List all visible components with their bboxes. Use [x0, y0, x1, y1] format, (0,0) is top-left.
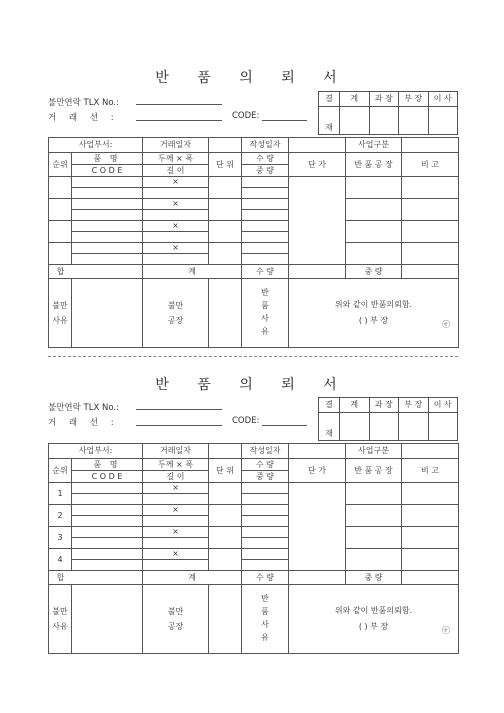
times-mark: × [143, 243, 209, 254]
price-header: 단 가 [289, 459, 346, 483]
approval-table [318, 91, 458, 135]
dept-label: 사업부서: [49, 444, 143, 459]
thickness-header: 두께 × 폭 [143, 153, 209, 165]
approval-header: 계 [340, 92, 370, 107]
unit-cell[interactable] [209, 527, 242, 549]
write-date-value[interactable] [289, 444, 346, 459]
weight-header: 중 량 [242, 165, 289, 177]
request-statement [289, 585, 459, 654]
remarks-header: 비 고 [402, 459, 459, 483]
complaint-reason-label: 불만 사유 [49, 585, 72, 654]
unit-cell[interactable] [209, 221, 242, 243]
complaint-plant-label: 불만 공장 [143, 279, 209, 348]
name-header: 품 명 [72, 153, 143, 165]
weight-cell[interactable] [242, 516, 289, 527]
factory-cell[interactable] [346, 549, 402, 571]
items-table [48, 137, 459, 348]
approval-side: 재 [319, 413, 340, 441]
times-mark: × [143, 177, 209, 188]
seal-icon: ⓔ [442, 626, 451, 635]
name-cell[interactable] [72, 243, 143, 254]
times-mark: × [143, 549, 209, 560]
complaint-plant-label: 불만 공장 [143, 585, 209, 654]
factory-header: 반 품 공 장 [346, 459, 402, 483]
weight-cell[interactable] [242, 232, 289, 243]
customer-label: 거 래 선 : [48, 418, 119, 428]
name-cell[interactable] [72, 505, 143, 516]
length-cell[interactable] [143, 188, 209, 199]
sum-label [49, 265, 143, 279]
unit-cell[interactable] [209, 243, 242, 265]
total-qty-value[interactable] [289, 571, 346, 585]
trade-date-value[interactable] [209, 444, 242, 459]
code-cell[interactable] [72, 188, 143, 199]
approval-header: 과 장 [369, 92, 399, 107]
complaint-reason-label: 불만 사유 [49, 279, 72, 348]
tlx-field[interactable] [136, 104, 222, 105]
approval-header: 결 [319, 92, 340, 107]
factory-cell[interactable] [346, 527, 402, 549]
factory-cell[interactable] [346, 483, 402, 505]
weight-cell[interactable] [242, 494, 289, 505]
sum-label-2: 계 [143, 265, 242, 279]
cut-line [48, 356, 458, 357]
code-cell[interactable] [72, 494, 143, 505]
unit-cell[interactable] [209, 505, 242, 527]
dept-manager-text: ( ) 부 장 [358, 316, 389, 325]
code-header: C O D E [72, 165, 143, 177]
factory-header: 반 품 공 장 [346, 153, 402, 177]
trade-date-label: 거래일자 [143, 138, 209, 153]
approval-header: 결 [319, 398, 340, 413]
unit-cell[interactable] [209, 483, 242, 505]
code-cell[interactable] [72, 516, 143, 527]
approval-table [318, 397, 458, 441]
signature-box[interactable] [369, 413, 399, 441]
write-date-label: 작성일자 [242, 138, 289, 153]
code-field[interactable] [262, 120, 307, 121]
complaint-reason-value[interactable] [72, 585, 143, 654]
remarks-cell[interactable] [402, 221, 459, 243]
qty-cell[interactable] [242, 527, 289, 538]
factory-cell[interactable] [346, 505, 402, 527]
items-table [48, 443, 459, 654]
complaint-reason-value[interactable] [72, 279, 143, 348]
request-text: 위와 같이 반품의뢰함. [334, 606, 413, 615]
seq-header: 순위 [49, 153, 72, 177]
remarks-cell[interactable] [402, 527, 459, 549]
approval-header: 부 장 [399, 398, 429, 413]
form-title: 반 품 의 뢰 서 [155, 377, 349, 393]
unit-cell[interactable] [209, 199, 242, 221]
unit-header: 단 위 [209, 153, 242, 177]
approval-header: 이 사 [428, 398, 458, 413]
unit-header: 단 위 [209, 459, 242, 483]
name-cell[interactable] [72, 549, 143, 560]
price-cell[interactable] [289, 177, 346, 265]
total-weight-value[interactable] [402, 571, 459, 585]
remarks-cell[interactable] [402, 549, 459, 571]
signature-box[interactable] [340, 107, 370, 135]
qty-cell[interactable] [242, 221, 289, 232]
code-cell[interactable] [72, 538, 143, 549]
code-cell[interactable] [72, 210, 143, 221]
seq-cell [49, 177, 72, 199]
times-mark: × [143, 505, 209, 516]
biz-type-value[interactable] [402, 138, 459, 153]
length-cell[interactable] [143, 538, 209, 549]
trade-date-label: 거래일자 [143, 444, 209, 459]
unit-cell[interactable] [209, 177, 242, 199]
name-cell[interactable] [72, 199, 143, 210]
request-statement [289, 279, 459, 348]
length-cell[interactable] [143, 254, 209, 265]
return-reason-label: 반 품 사 유 [242, 585, 289, 654]
total-weight-label: 중 량 [346, 265, 402, 279]
seq-cell: 3 [49, 527, 72, 549]
code-field[interactable] [262, 425, 307, 426]
times-mark: × [143, 483, 209, 494]
seq-header: 순위 [49, 459, 72, 483]
thickness-header: 두께 × 폭 [143, 459, 209, 471]
name-header: 품 명 [72, 459, 143, 471]
sum-label-2: 계 [143, 571, 242, 585]
dept-label: 사업부서: [49, 138, 143, 153]
name-cell[interactable] [72, 527, 143, 538]
qty-cell[interactable] [242, 243, 289, 254]
tlx-field[interactable] [136, 409, 222, 410]
tlx-label: 불만연락 TLX No.: [48, 98, 119, 108]
trade-date-value[interactable] [209, 138, 242, 153]
weight-cell[interactable] [242, 210, 289, 221]
sum-label-1: 합 [56, 572, 65, 582]
total-qty-value[interactable] [289, 265, 346, 279]
write-date-value[interactable] [289, 138, 346, 153]
factory-cell[interactable] [346, 221, 402, 243]
code-cell[interactable] [72, 232, 143, 243]
complaint-plant-value[interactable] [209, 279, 242, 348]
approval-header: 계 [340, 398, 370, 413]
qty-cell[interactable] [242, 199, 289, 210]
length-cell[interactable] [143, 210, 209, 221]
remarks-cell[interactable] [402, 177, 459, 199]
factory-cell[interactable] [346, 243, 402, 265]
price-cell[interactable] [289, 483, 346, 571]
factory-cell[interactable] [346, 199, 402, 221]
remarks-cell[interactable] [402, 243, 459, 265]
qty-cell[interactable] [242, 483, 289, 494]
unit-cell[interactable] [209, 549, 242, 571]
complaint-plant-value[interactable] [209, 585, 242, 654]
seq-cell: 2 [49, 505, 72, 527]
name-cell[interactable] [72, 483, 143, 494]
length-header: 길 이 [143, 165, 209, 177]
weight-cell[interactable] [242, 188, 289, 199]
dept-manager-text: ( ) 부 장 [358, 622, 389, 631]
code-label: CODE: [232, 416, 260, 426]
length-header: 길 이 [143, 471, 209, 483]
biz-type-value[interactable] [402, 444, 459, 459]
times-mark: × [143, 221, 209, 232]
code-cell[interactable] [72, 254, 143, 265]
total-qty-label: 수 량 [242, 265, 289, 279]
seq-cell [49, 221, 72, 243]
return-reason-label: 반 품 사 유 [242, 279, 289, 348]
name-cell[interactable] [72, 177, 143, 188]
qty-header: 수 량 [242, 153, 289, 165]
signature-box[interactable] [340, 413, 370, 441]
remarks-cell[interactable] [402, 199, 459, 221]
remarks-cell[interactable] [402, 505, 459, 527]
name-cell[interactable] [72, 221, 143, 232]
write-date-label: 작성일자 [242, 444, 289, 459]
total-weight-value[interactable] [402, 265, 459, 279]
approval-header: 이 사 [428, 92, 458, 107]
signature-box[interactable] [369, 107, 399, 135]
weight-cell[interactable] [242, 538, 289, 549]
signature-box[interactable] [399, 413, 429, 441]
tlx-label: 불만연락 TLX No.: [48, 403, 119, 413]
remarks-cell[interactable] [402, 483, 459, 505]
length-cell[interactable] [143, 494, 209, 505]
seq-cell [49, 243, 72, 265]
qty-header: 수 량 [242, 459, 289, 471]
form-title: 반 품 의 뢰 서 [155, 70, 349, 86]
signature-box[interactable] [399, 107, 429, 135]
length-cell[interactable] [143, 516, 209, 527]
seq-cell [49, 199, 72, 221]
biz-type-label: 사업구분 [346, 138, 402, 153]
customer-field[interactable] [136, 425, 222, 426]
sum-label-1: 합 [56, 266, 65, 276]
seq-cell: 4 [49, 549, 72, 571]
length-cell[interactable] [143, 232, 209, 243]
factory-cell[interactable] [346, 177, 402, 199]
times-mark: × [143, 527, 209, 538]
approval-side: 재 [319, 107, 340, 135]
approval-header: 부 장 [399, 92, 429, 107]
signature-box[interactable] [428, 107, 458, 135]
remarks-header: 비 고 [402, 153, 459, 177]
times-mark: × [143, 199, 209, 210]
seal-icon: ⓔ [442, 320, 451, 329]
code-cell[interactable] [72, 560, 143, 571]
qty-cell[interactable] [242, 177, 289, 188]
weight-header: 중 량 [242, 471, 289, 483]
customer-label: 거 래 선 : [48, 113, 119, 123]
weight-cell[interactable] [242, 560, 289, 571]
qty-cell[interactable] [242, 549, 289, 560]
price-header: 단 가 [289, 153, 346, 177]
sum-label [49, 571, 143, 585]
length-cell[interactable] [143, 560, 209, 571]
total-weight-label: 중 량 [346, 571, 402, 585]
seq-cell: 1 [49, 483, 72, 505]
code-label: CODE: [232, 111, 260, 121]
total-qty-label: 수 량 [242, 571, 289, 585]
biz-type-label: 사업구분 [346, 444, 402, 459]
signature-box[interactable] [428, 413, 458, 441]
weight-cell[interactable] [242, 254, 289, 265]
approval-header: 과 장 [369, 398, 399, 413]
code-header: C O D E [72, 471, 143, 483]
qty-cell[interactable] [242, 505, 289, 516]
customer-field[interactable] [136, 120, 222, 121]
request-text: 위와 같이 반품의뢰함. [334, 300, 413, 309]
